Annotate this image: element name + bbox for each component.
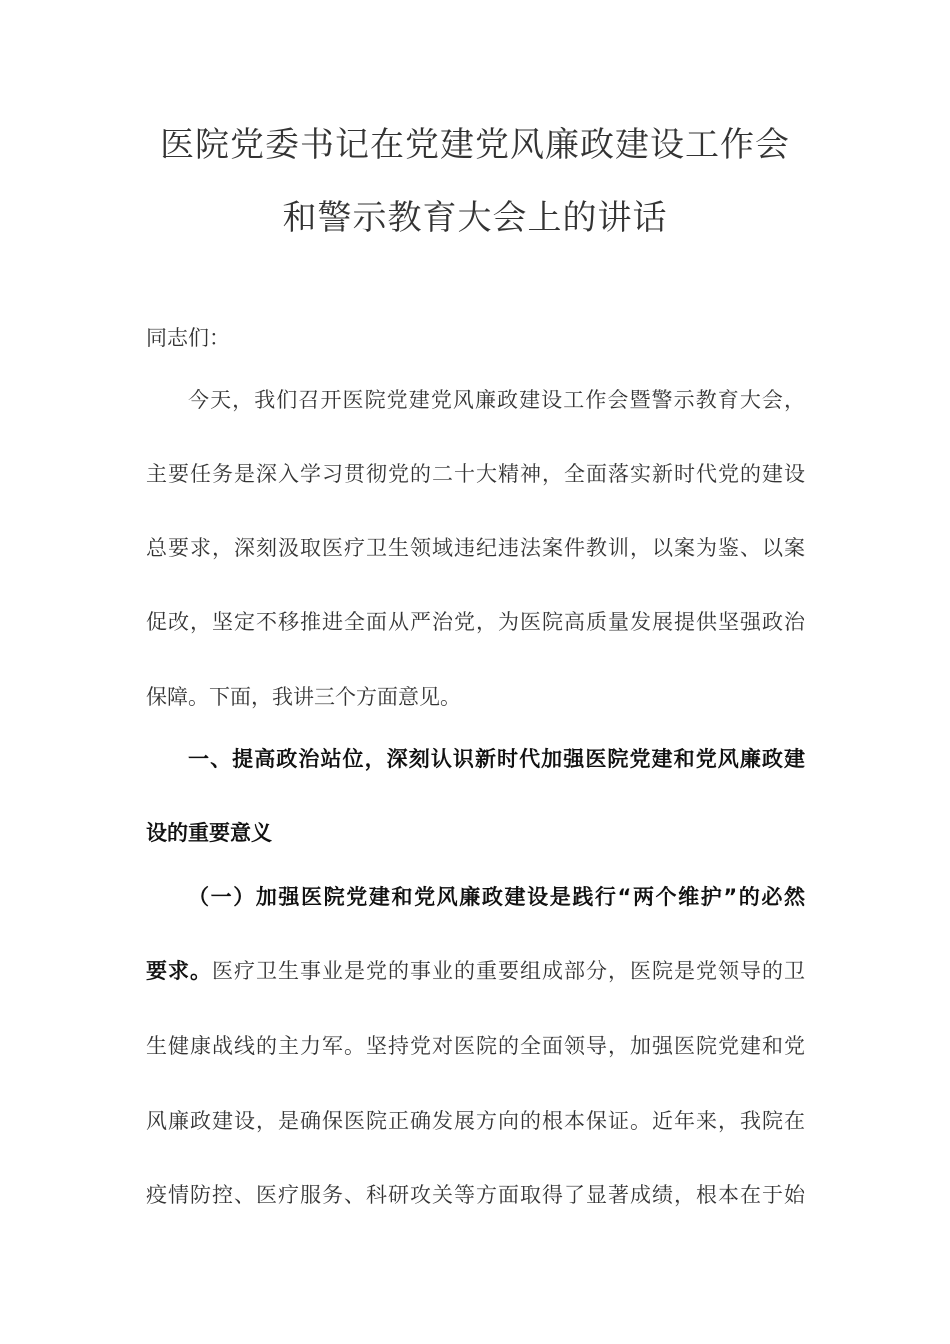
paragraph-line: 风廉政建设，是确保医院正确发展方向的根本保证。近年来，我院在	[146, 1109, 805, 1133]
subsection-heading-end: 要求。	[146, 959, 212, 983]
paragraph-text: 医疗卫生事业是党的事业的重要组成部分，医院是党领导的卫	[212, 959, 805, 983]
paragraph-line	[146, 958, 805, 984]
salutation: 同志们：	[146, 326, 230, 350]
paragraph-line: 促改，坚定不移推进全面从严治党，为医院高质量发展提供坚强政治	[146, 610, 805, 634]
paragraph-line: 疫情防控、医疗服务、科研攻关等方面取得了显著成绩，根本在于始	[146, 1183, 805, 1207]
document-title-line-1: 医院党委书记在党建党风廉政建设工作会	[160, 125, 790, 165]
paragraph-line: 主要任务是深入学习贯彻党的二十大精神，全面落实新时代党的建设	[146, 462, 805, 486]
section-heading-line: 设的重要意义	[146, 821, 272, 845]
section-heading-line: 一、提高政治站位，深刻认识新时代加强医院党建和党风廉政建	[188, 747, 805, 771]
paragraph-line: 生健康战线的主力军。坚持党对医院的全面领导，加强医院党建和党	[146, 1034, 805, 1058]
paragraph-line: 保障。下面，我讲三个方面意见。	[146, 685, 461, 709]
document-title-line-2: 和警示教育大会上的讲话	[282, 198, 668, 238]
paragraph-line: 今天，我们召开医院党建党风廉政建设工作会暨警示教育大会，	[188, 388, 805, 412]
subsection-heading-line: （一）加强医院党建和党风廉政建设是践行“两个维护”的必然	[188, 885, 805, 909]
paragraph-line: 总要求，深刻汲取医疗卫生领域违纪违法案件教训，以案为鉴、以案	[146, 536, 805, 560]
